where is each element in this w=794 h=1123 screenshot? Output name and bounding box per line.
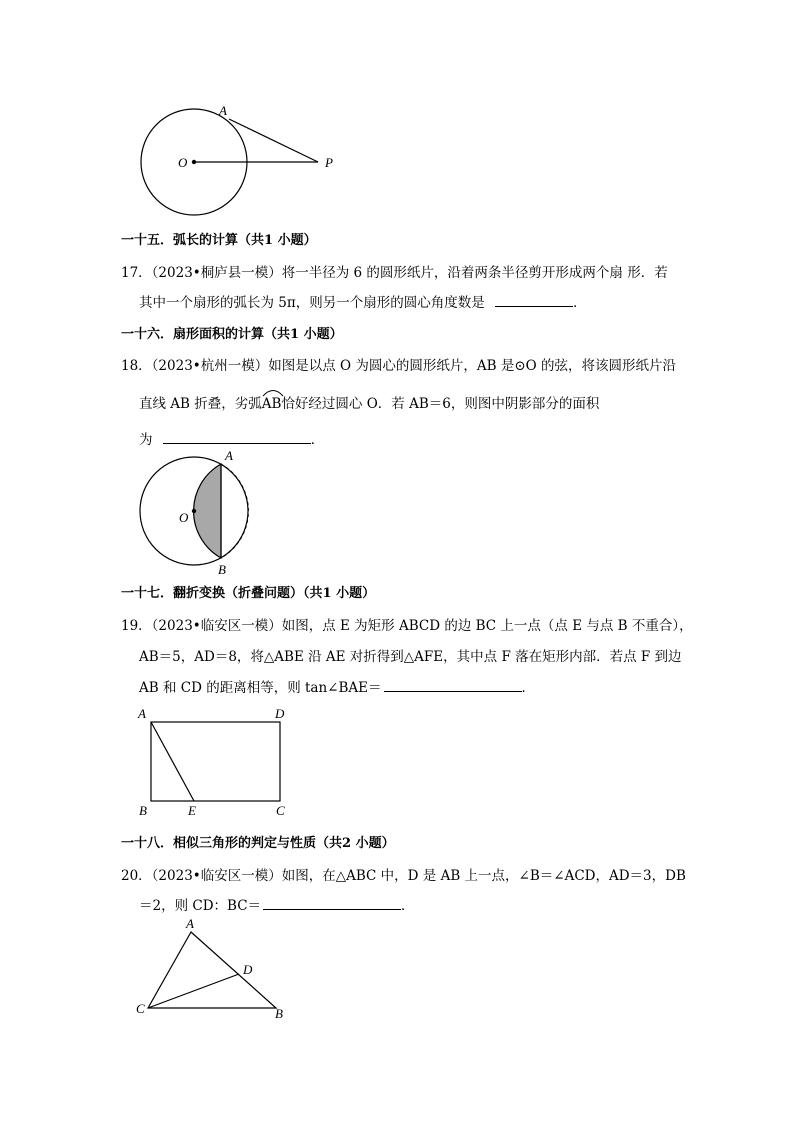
q19-answer-blank[interactable] — [384, 678, 522, 692]
label-p: P — [325, 155, 333, 170]
q18-line3 — [139, 428, 324, 448]
label-c: C — [136, 1001, 145, 1016]
q20-answer-blank[interactable] — [263, 896, 401, 910]
q17-end: ． — [573, 295, 587, 311]
q20-line2 — [139, 894, 415, 914]
label-a: A — [225, 448, 233, 463]
label-b: B — [275, 1006, 283, 1021]
dashed-arc — [221, 464, 248, 558]
rectangle-abcd — [151, 722, 280, 801]
triangle-abc — [148, 932, 276, 1008]
label-a: A — [219, 103, 227, 118]
section-17-heading: 一十七．翻折变换（折叠问题）（共1 小题） — [121, 586, 376, 601]
figure-folded-circle — [130, 448, 270, 578]
shaded-region — [194, 464, 221, 558]
q17-text: 其中一个扇形的弧长为 5π，则另一个扇形的圆心角度数是 — [139, 295, 485, 311]
q20-line1: 20．（2023•临安区一模）如图，在△ABC 中，D 是 AB 上一点，∠B＝∠ACD，AD＝3，DB — [121, 868, 686, 884]
label-d: D — [243, 962, 253, 977]
q19-line1: 19．（2023•临安区一模）如图，点 E 为矩形 ABCD 的边 BC 上一点（点 E 与点 B 不重合）， — [121, 618, 693, 634]
q18-answer-blank[interactable] — [163, 430, 311, 444]
q19-text: AB 和 CD 的距离相等，则 tan∠BAE＝ — [139, 680, 382, 696]
center-point — [192, 160, 196, 164]
center-point — [192, 509, 196, 513]
label-a: A — [186, 916, 194, 931]
label-b: B — [139, 803, 147, 818]
q19-line3 — [139, 676, 535, 696]
segment-ae — [151, 722, 194, 801]
section-15-heading: 一十五．弧长的计算（共1 小题） — [121, 233, 317, 248]
label-a: A — [138, 706, 146, 721]
q19-end: ． — [521, 680, 535, 696]
label-d: D — [275, 706, 285, 721]
figure-circle-tangent — [120, 100, 360, 210]
figure-triangle — [130, 912, 300, 1024]
arc-ab-label: AB — [261, 396, 282, 412]
label-e: E — [188, 803, 196, 818]
label-o: O — [178, 155, 188, 170]
q18-end: ． — [310, 432, 325, 448]
q18-line2 — [139, 392, 599, 412]
figure-rectangle — [130, 702, 300, 820]
label-c: C — [276, 803, 285, 818]
q18-line1: 18．（2023•杭州一模）如图是以点 O 为圆心的圆形纸片，AB 是⊙O 的弦，将该圆形纸片沿 — [121, 358, 677, 374]
q18-text-b: 恰好经过圆心 O．若 AB＝6，则图中阴影部分的面积 — [281, 396, 600, 412]
q17-line1: 17．（2023•桐庐县一模）将一半径为 6 的圆形纸片，沿着两条半径剪开形成两个扇 形．若 — [121, 265, 668, 281]
q20-text: ＝2，则 CD：BC＝ — [139, 898, 262, 914]
section-16-heading: 一十六．扇形面积的计算（共1 小题） — [121, 327, 343, 342]
label-b: B — [218, 562, 226, 577]
q18-text-a: 直线 AB 折叠，劣弧 — [139, 396, 262, 412]
q17-answer-blank[interactable] — [495, 293, 573, 307]
q19-line2: AB＝5，AD＝8，将△ABE 沿 AE 对折得到△AFE，其中点 F 落在矩形内部．若点 F 到边 — [139, 649, 682, 665]
section-18-heading: 一十八．相似三角形的判定与性质（共2 小题） — [121, 836, 395, 851]
q20-end: ． — [401, 898, 415, 914]
arc-ab-notation — [262, 396, 282, 412]
segment-cd — [148, 974, 239, 1008]
label-o: O — [179, 510, 189, 525]
q17-line2 — [139, 291, 587, 311]
q18-text-c: 为 — [139, 432, 153, 448]
